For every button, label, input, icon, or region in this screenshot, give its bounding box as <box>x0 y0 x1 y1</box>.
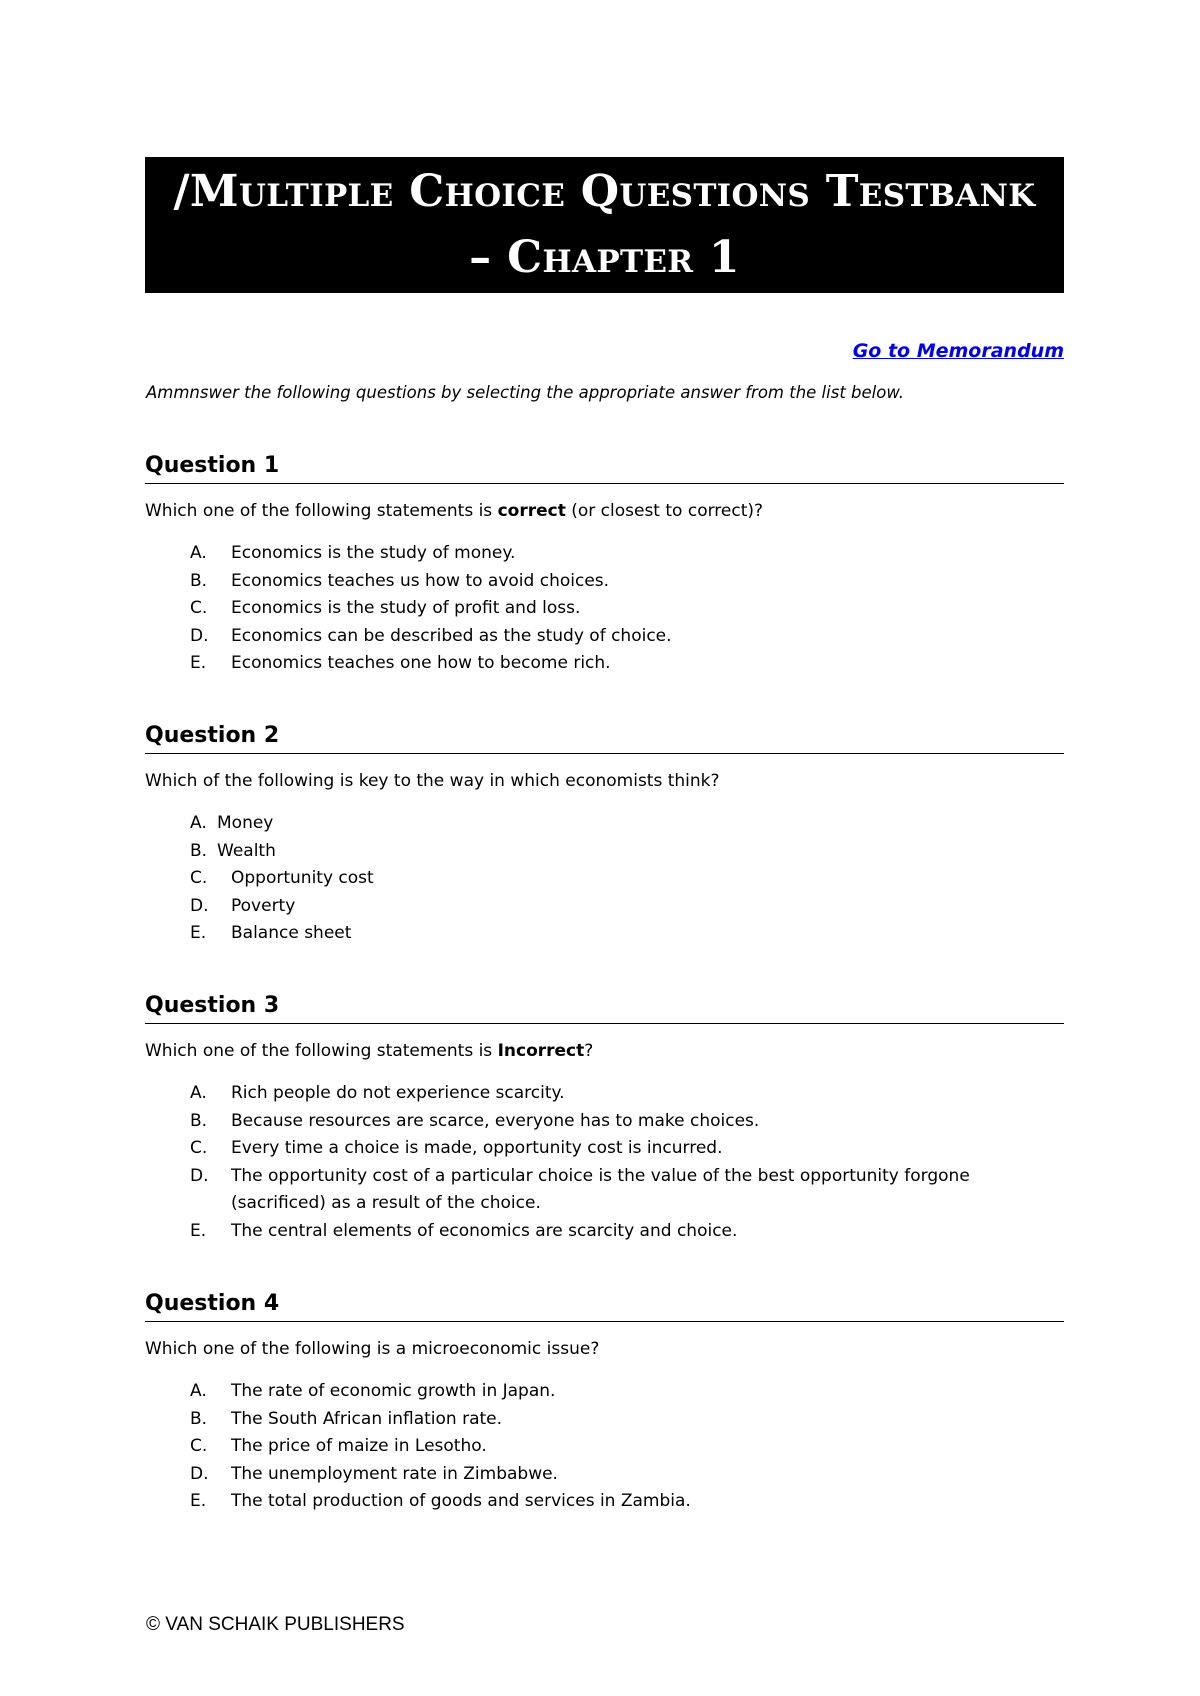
option-e[interactable] <box>145 920 1064 948</box>
option-text: The central elements of economics are scarcity and choice. <box>231 1220 738 1241</box>
copyright-footer: © VAN SCHAIK PUBLISHERS <box>146 1614 405 1635</box>
option-e[interactable] <box>145 650 1064 678</box>
option-letter: B. <box>190 1408 208 1429</box>
option-letter: A. <box>190 1083 207 1103</box>
option-letter: B. <box>190 1110 208 1131</box>
option-text: Economics teaches one how to become rich. <box>231 653 611 673</box>
answer-options <box>145 1378 1064 1516</box>
option-text: Every time a choice is made, opportunity cost is incurred. <box>231 1138 723 1158</box>
option-text: The total production of goods and services in Zambia. <box>231 1491 691 1511</box>
option-a[interactable] <box>145 810 1064 838</box>
option-letter: E. <box>190 1491 207 1511</box>
prompt-emphasis: correct <box>497 501 566 521</box>
option-text: The rate of economic growth in Japan. <box>231 1381 556 1401</box>
option-text: Wealth <box>217 840 276 861</box>
option-letter: E. <box>190 923 207 943</box>
option-a[interactable] <box>145 1080 1064 1108</box>
answer-options <box>145 540 1064 678</box>
option-letter: C. <box>190 1436 208 1456</box>
option-letter: A. <box>190 543 207 563</box>
question-prompt: Which one of the following statements is correct (or closest to correct)? <box>145 501 764 521</box>
question-2 <box>145 721 1064 948</box>
option-text: Economics can be described as the study of choice. <box>231 625 672 646</box>
option-c[interactable] <box>145 1135 1064 1163</box>
question-prompt: Which one of the following is a microeconomic issue? <box>145 1339 600 1359</box>
option-text: Poverty <box>231 895 296 916</box>
question-heading: Question 2 <box>145 721 1064 754</box>
option-letter: C. <box>190 868 208 888</box>
question-heading: Question 1 <box>145 451 1064 484</box>
option-d[interactable] <box>145 1461 1064 1489</box>
title-banner <box>145 157 1064 293</box>
option-letter: C. <box>190 1138 208 1158</box>
option-letter: E. <box>190 1220 207 1241</box>
option-text: The unemployment rate in Zimbabwe. <box>231 1463 558 1484</box>
question-1 <box>145 451 1064 678</box>
option-text: Money <box>217 813 274 833</box>
option-b[interactable] <box>145 568 1064 596</box>
question-3 <box>145 991 1064 1245</box>
option-text: The opportunity cost of a particular choice is the value of the best opportunity forgone (sacrificed) as a result of the choice. <box>231 1165 970 1213</box>
option-text: The South African inflation rate. <box>231 1408 503 1429</box>
option-d[interactable] <box>145 1163 1064 1218</box>
option-d[interactable] <box>145 623 1064 651</box>
option-text: Balance sheet <box>231 923 352 943</box>
option-text: Rich people do not experience scarcity. <box>231 1083 565 1103</box>
option-b[interactable] <box>145 1108 1064 1136</box>
option-letter: A. <box>190 813 207 833</box>
option-e[interactable] <box>145 1488 1064 1516</box>
option-letter: E. <box>190 653 207 673</box>
option-d[interactable] <box>145 893 1064 921</box>
option-letter: D. <box>190 895 209 916</box>
option-c[interactable] <box>145 865 1064 893</box>
option-letter: A. <box>190 1381 207 1401</box>
question-4 <box>145 1289 1064 1516</box>
prompt-emphasis: Incorrect <box>497 1041 585 1061</box>
option-letter: D. <box>190 1165 209 1186</box>
option-a[interactable] <box>145 1378 1064 1406</box>
answer-options <box>145 1080 1064 1245</box>
option-text: Economics is the study of profit and loss. <box>231 598 581 618</box>
question-prompt: Which one of the following statements is Incorrect? <box>145 1041 594 1061</box>
option-text: Because resources are scarce, everyone has to make choices. <box>231 1110 760 1131</box>
option-text: Economics teaches us how to avoid choices. <box>231 570 610 591</box>
option-letter: D. <box>190 1463 209 1484</box>
question-heading: Question 4 <box>145 1289 1064 1322</box>
option-letter: D. <box>190 625 209 646</box>
title-line-1: /Multiple Choice Questions Testbank <box>173 166 1036 217</box>
option-letter: C. <box>190 598 208 618</box>
title-line-2: – Chapter 1 <box>469 232 740 283</box>
go-to-memorandum-link[interactable]: Go to Memorandum <box>852 340 1064 362</box>
instructions-text: Ammnswer the following questions by selecting the appropriate answer from the list below. <box>146 383 905 402</box>
question-heading: Question 3 <box>145 991 1064 1024</box>
option-letter: B. <box>190 570 208 591</box>
option-text: Economics is the study of money. <box>231 543 516 563</box>
option-text: The price of maize in Lesotho. <box>231 1436 487 1456</box>
option-a[interactable] <box>145 540 1064 568</box>
option-text: Opportunity cost <box>231 868 374 888</box>
option-letter: B. <box>190 840 208 861</box>
option-c[interactable] <box>145 595 1064 623</box>
answer-options <box>145 810 1064 948</box>
option-b[interactable] <box>145 838 1064 866</box>
option-c[interactable] <box>145 1433 1064 1461</box>
option-b[interactable] <box>145 1406 1064 1434</box>
question-prompt: Which of the following is key to the way in which economists think? <box>145 771 720 791</box>
option-e[interactable] <box>145 1218 1064 1246</box>
